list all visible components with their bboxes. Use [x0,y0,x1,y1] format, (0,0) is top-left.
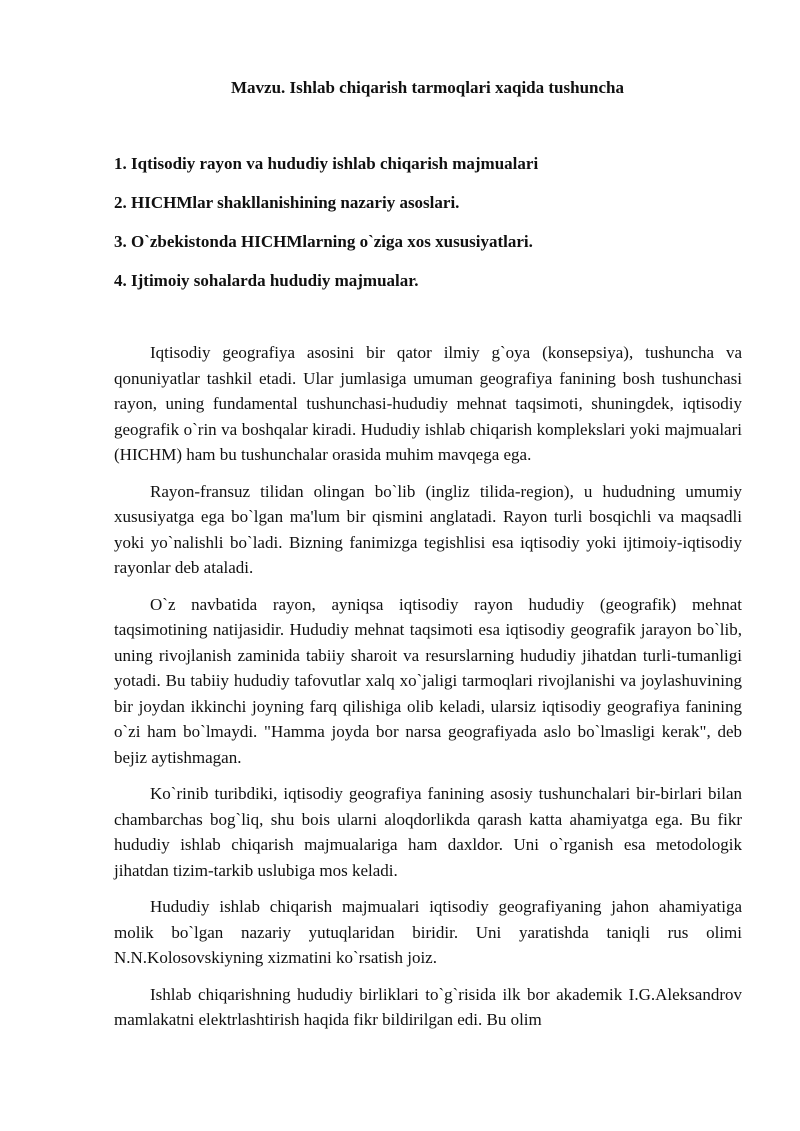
document-title: Mavzu. Ishlab chiqarish tarmoqlari xaqida tushuncha [231,78,624,97]
body-text [114,340,742,1044]
outline-item: 2. HICHMlar shakllanishining nazariy asoslari. [114,193,460,212]
outline-item: 4. Ijtimoiy sohalarda hududiy majmualar. [114,271,419,290]
paragraph: Rayon-fransuz tilidan olingan bo`lib (ingliz tilida-region), u hududning umumiy xususiyatga ega bo`lgan ma'lum bir qismini anglatadi. Rayon turli bosqichli va maqsadli yoki yo`nalishli bo`ladi. Bizning fanimizga tegishlisi esa iqtisodiy yoki ijtimoiy-iqtisodiy rayonlar deb ataladi. [114,481,742,577]
outline-item: 3. O`zbekistonda HICHMlarning o`ziga xos xususiyatlari. [114,232,533,251]
paragraph: Ishlab chiqarishning hududiy birliklari to`g`risida ilk bor akademik I.G.Aleksandrov mamlakatni elektrlashtirish haqida fikr bildirilgan edi. Bu olim [114,984,742,1029]
paragraph: Ko`rinib turibdiki, iqtisodiy geografiya fanining asosiy tushunchalari bir-birlari bilan chambarchas bog`liq, shu bois ularni aloqdorlikda qarash katta ahamiyatga ega. Bu fikr hududiy ishlab chiqarish majmualariga ham daxldor. Uni o`rganish esa metodologik jihatdan tizim-tarkib uslubiga mos keladi. [114,784,742,880]
outline-item: 1. Iqtisodiy rayon va hududiy ishlab chiqarish majmualari [114,154,539,173]
paragraph: Hududiy ishlab chiqarish majmualari iqtisodiy geografiyaning jahon ahamiyatiga molik bo`lgan nazariy yutuqlaridan biridir. Uni yaratishda taniqli rus olimi N.N.Kolosovskiyning xizmatini ko`rsatish joiz. [114,897,742,967]
paragraph: Iqtisodiy geografiya asosini bir qator ilmiy g`oya (konsepsiya), tushuncha va qonuniyatlar tashkil etadi. Ular jumlasiga umuman geografiya fanining bosh tushunchasi rayon, uning fundamental tushunchasi-hududiy mehnat taqsimoti, shuningdek, iqtisodiy geografik o`rin va boshqalar kiradi. Hududiy ishlab chiqarish komplekslari yoki majmualari (HICHM) ham bu tushunchalar orasida muhim mavqega ega. [114,343,742,464]
topic-outline [114,152,538,308]
paragraph: O`z navbatida rayon, ayniqsa iqtisodiy rayon hududiy (geografik) mehnat taqsimotining natijasidir. Hududiy mehnat taqsimoti esa iqtisodiy geografik jarayon bo`lib, uning rivojlanish zaminida tabiiy sharoit va resurslarning hududiy jihatdan turli-tumanligi yotadi. Bu tabiiy hududiy tafovutlar xalq xo`jaligi tarmoqlari rivojlanishi va joylashuvining bir joydan ikkinchi joyning farq qilishiga olib keladi, ularsiz iqtisodiy geografiya fanining o`zi ham bo`lmaydi. "Hamma joyda bor narsa geografiyada aslo bo`lmasligi kerak", deb bejiz aytishmagan. [114,594,742,767]
